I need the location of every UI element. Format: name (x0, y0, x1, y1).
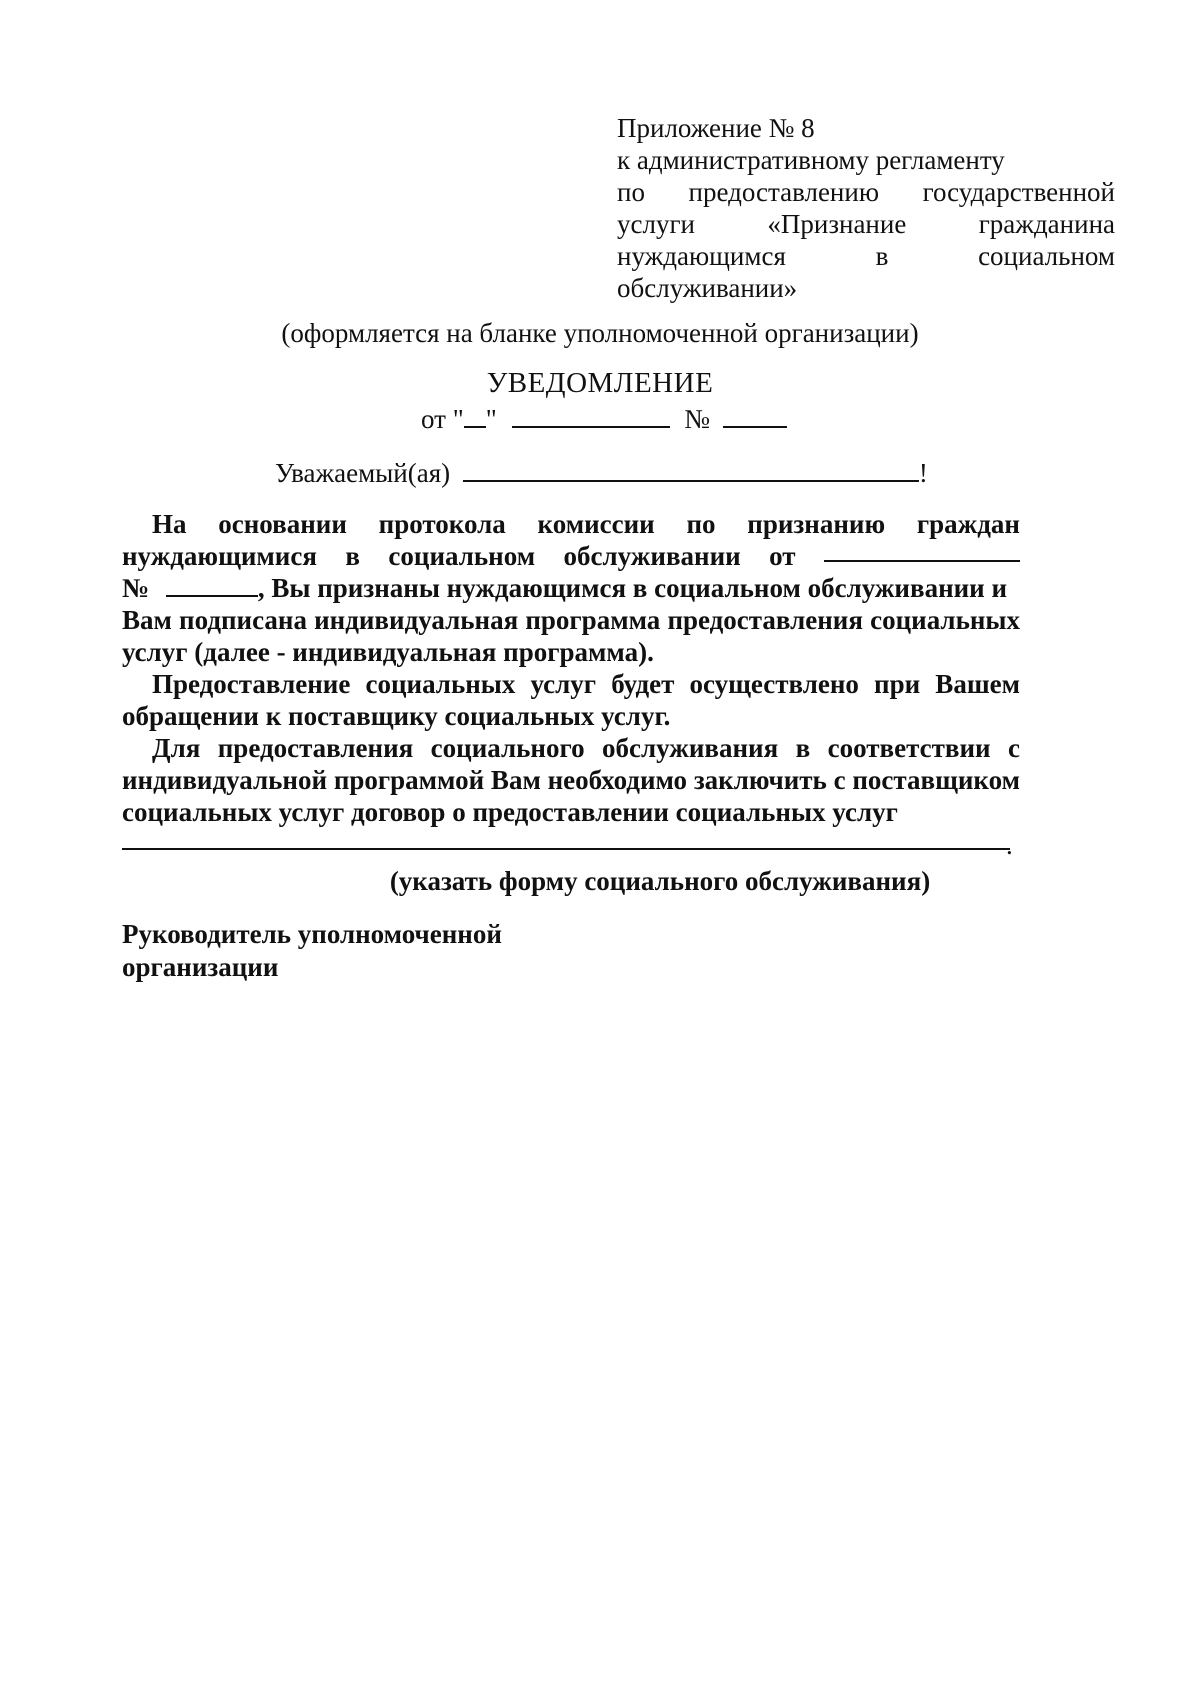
body-p1-line-2 (122, 540, 1020, 572)
body-word: обслуживании (563, 541, 741, 571)
greeting-end: ! (918, 458, 928, 488)
appendix-line-4 (617, 208, 1115, 240)
signer-block (122, 918, 502, 984)
appendix-header (617, 112, 1115, 304)
body-word: по (686, 509, 716, 539)
protocol-date-blank (824, 540, 1020, 562)
body-paragraph-2: Предоставление социальных услуг будет осуществлено при Вашем обращении к поставщику социальных услуг. (122, 669, 1020, 731)
date-quote-close: " (485, 404, 497, 434)
appendix-word: гражданина (978, 209, 1115, 239)
body-word: социальном (388, 541, 536, 571)
body-word: в (345, 541, 360, 571)
document-title: УВЕДОМЛЕНИЕ (486, 367, 714, 399)
appendix-word: по (617, 177, 645, 207)
protocol-number-sign: № (122, 573, 150, 603)
recipient-name-blank (463, 460, 919, 482)
protocol-number-blank (166, 575, 258, 597)
greeting-line (275, 458, 928, 489)
appendix-line-6: обслуживании» (617, 273, 798, 303)
body-paragraph-3: Для предоставления социального обслуживания в соответствии с индивидуальной программой Вам необходимо заключить с поставщиком социальных услуг договор о предоставлении социальных услуг (122, 733, 1020, 827)
appendix-word: социальном (978, 241, 1115, 271)
signer-line-1: Руководитель уполномоченной (122, 919, 502, 949)
service-form-end: . (1006, 830, 1013, 860)
appendix-line-1: Приложение № 8 (617, 113, 815, 143)
appendix-line-3 (617, 176, 1115, 208)
body-p1-line-3-text: , Вы признаны нуждающимся в социальном обслуживании и (257, 573, 1008, 603)
notice-body (122, 508, 1020, 828)
service-form-blank (122, 848, 1010, 850)
body-word: На (152, 509, 187, 539)
greeting-label: Уважаемый(ая) (275, 458, 451, 488)
appendix-word: нуждающимся (617, 241, 786, 271)
body-word: от (769, 541, 796, 571)
body-p1-line-3 (122, 572, 1020, 604)
service-form-caption: (указать форму социального обслуживания) (389, 866, 931, 896)
body-word: основании (218, 509, 347, 539)
day-blank (464, 406, 486, 428)
appendix-line-5 (617, 240, 1115, 272)
date-prefix: от " (421, 404, 464, 434)
body-p1-rest: Вам подписана индивидуальная программа предоставления социальных услуг (далее - индивидуальная программа). (122, 605, 1020, 667)
signer-line-2: организации (122, 952, 279, 982)
body-word: комиссии (537, 509, 655, 539)
date-number-line (421, 404, 787, 435)
number-sign: № (684, 404, 711, 434)
appendix-line-2: к административному регламенту (617, 145, 1005, 175)
appendix-word: услуги (617, 209, 695, 239)
body-word: признанию (747, 509, 886, 539)
appendix-word: в (875, 241, 889, 271)
appendix-word: предоставлению (688, 177, 880, 207)
body-p1-line-1 (122, 508, 1020, 540)
number-blank (723, 406, 787, 428)
appendix-word: государственной (922, 177, 1115, 207)
body-word: граждан (916, 509, 1020, 539)
appendix-word: «Признание (767, 209, 907, 239)
month-year-blank (512, 406, 670, 428)
body-word: протокола (378, 509, 506, 539)
body-word: нуждающимися (122, 541, 317, 571)
form-note: (оформляется на бланке уполномоченной организации) (281, 318, 919, 348)
